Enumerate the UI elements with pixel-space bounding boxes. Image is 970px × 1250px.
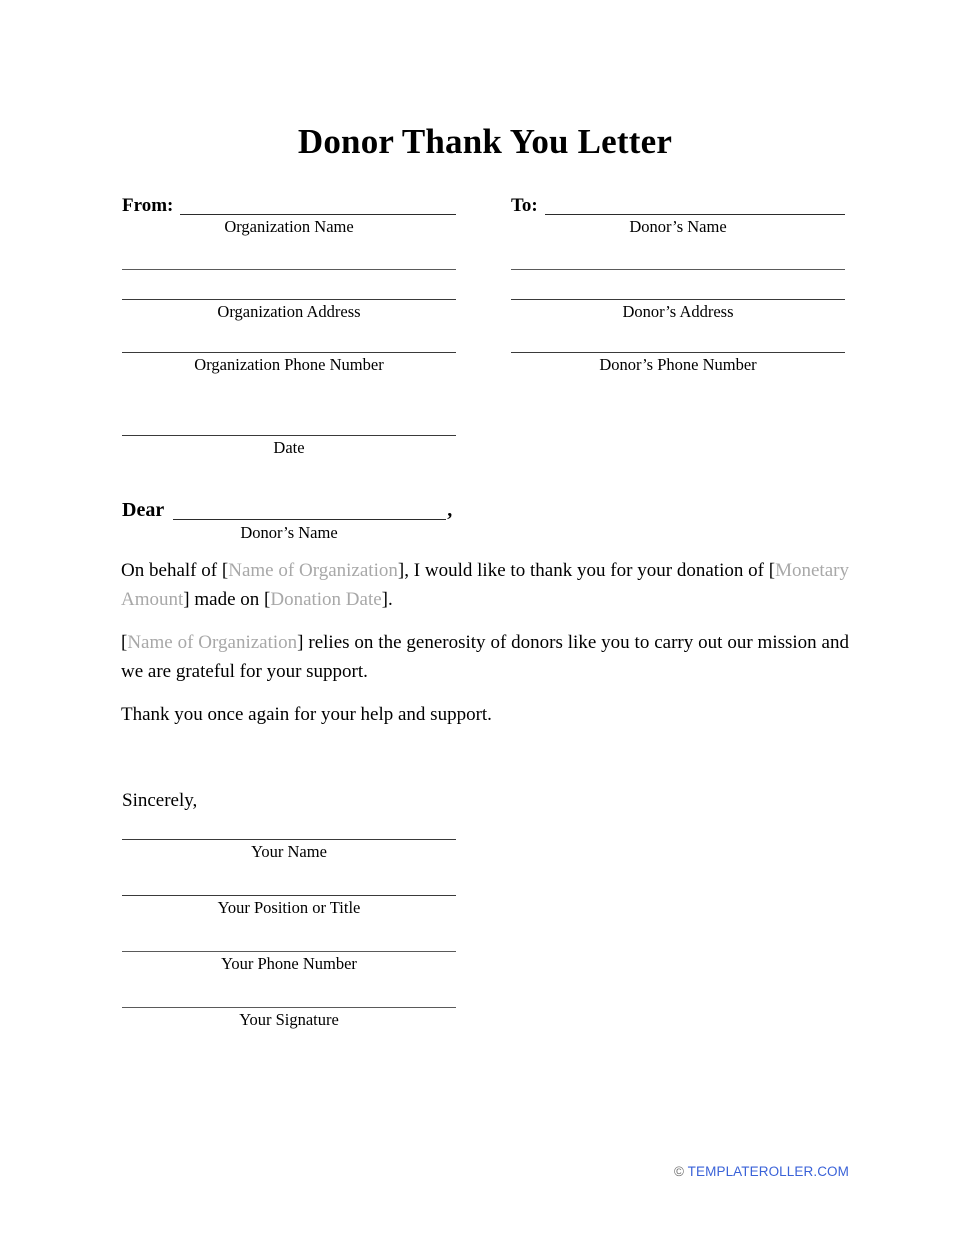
footer-watermark[interactable] — [674, 1164, 849, 1179]
sender-name-row — [122, 190, 456, 215]
bracket-open-icon: [ — [121, 632, 128, 653]
recipient-address-caption: Donor’s Address — [622, 302, 734, 321]
salutation-name-input-line[interactable] — [173, 499, 446, 520]
recipient-name-caption: Donor’s Name — [629, 217, 727, 236]
letter-body — [121, 556, 849, 729]
page-title: Donor Thank You Letter — [297, 122, 673, 161]
sender-address-row-1 — [122, 269, 456, 270]
placeholder-organization-name-2[interactable]: Name of Organization — [127, 632, 298, 653]
placeholder-donation-date[interactable]: Donation Date — [270, 589, 382, 610]
bracket-close-icon: ] — [381, 589, 388, 610]
copyright-icon: © — [674, 1164, 688, 1179]
bracket-open-icon: [ — [221, 560, 229, 581]
paragraph-3-text: Thank you once again for your help and support. — [121, 704, 492, 725]
closing-block — [122, 788, 456, 1032]
date-caption: Date — [273, 438, 305, 457]
recipient-column — [511, 190, 845, 460]
signer-position-caption: Your Position or Title — [217, 898, 361, 917]
sender-column — [122, 190, 456, 460]
address-block — [122, 190, 848, 460]
body-paragraph-3 — [121, 700, 849, 729]
salutation-caption: Donor’s Name — [240, 523, 338, 542]
body-paragraph-1 — [121, 556, 849, 614]
recipient-phone-caption: Donor’s Phone Number — [599, 355, 757, 374]
placeholder-organization-name-1[interactable]: Name of Organization — [228, 560, 398, 581]
recipient-name-row — [511, 190, 845, 215]
recipient-address-row-1 — [511, 269, 845, 270]
from-label: From: — [122, 195, 174, 216]
bracket-close-icon: ] — [397, 560, 405, 581]
body-paragraph-2 — [121, 628, 849, 686]
sender-name-caption: Organization Name — [224, 217, 354, 236]
sender-name-input-line[interactable] — [180, 195, 456, 215]
bracket-open-icon: [ — [768, 560, 776, 581]
sender-phone-caption: Organization Phone Number — [194, 355, 384, 374]
paragraph-1-text-part-4: . — [388, 589, 393, 610]
to-label: To: — [511, 195, 538, 216]
salutation-block — [122, 494, 522, 543]
sincerely-text: Sincerely, — [122, 790, 198, 811]
sender-address-caption: Organization Address — [217, 302, 361, 321]
paragraph-1-text-part-1: On behalf of — [121, 560, 222, 581]
salutation-comma: , — [447, 499, 453, 521]
signature-caption: Your Signature — [239, 1010, 339, 1029]
paragraph-1-text-part-3: made on — [189, 589, 265, 610]
dear-label: Dear — [122, 499, 165, 521]
paragraph-2-text: relies on the generosity of donors like you to carry out our mission and we are grateful for your support. — [121, 632, 849, 682]
bracket-open-icon: [ — [264, 589, 271, 610]
footer-brand-link[interactable]: TEMPLATEROLLER.COM — [687, 1164, 849, 1179]
sender-address-input-line-1[interactable] — [122, 269, 456, 270]
placeholder-monetary-amount[interactable]: Monetary Amount — [121, 560, 849, 610]
paragraph-1-text-part-2: , I would like to thank you for your donation of — [404, 560, 769, 581]
recipient-address-input-line-1[interactable] — [511, 269, 845, 270]
salutation-row — [122, 494, 522, 520]
signer-phone-caption: Your Phone Number — [221, 954, 357, 973]
recipient-name-input-line[interactable] — [545, 195, 845, 215]
signer-name-caption: Your Name — [251, 842, 327, 861]
bracket-close-icon: ] — [183, 589, 190, 610]
bracket-close-icon: ] — [297, 632, 304, 653]
